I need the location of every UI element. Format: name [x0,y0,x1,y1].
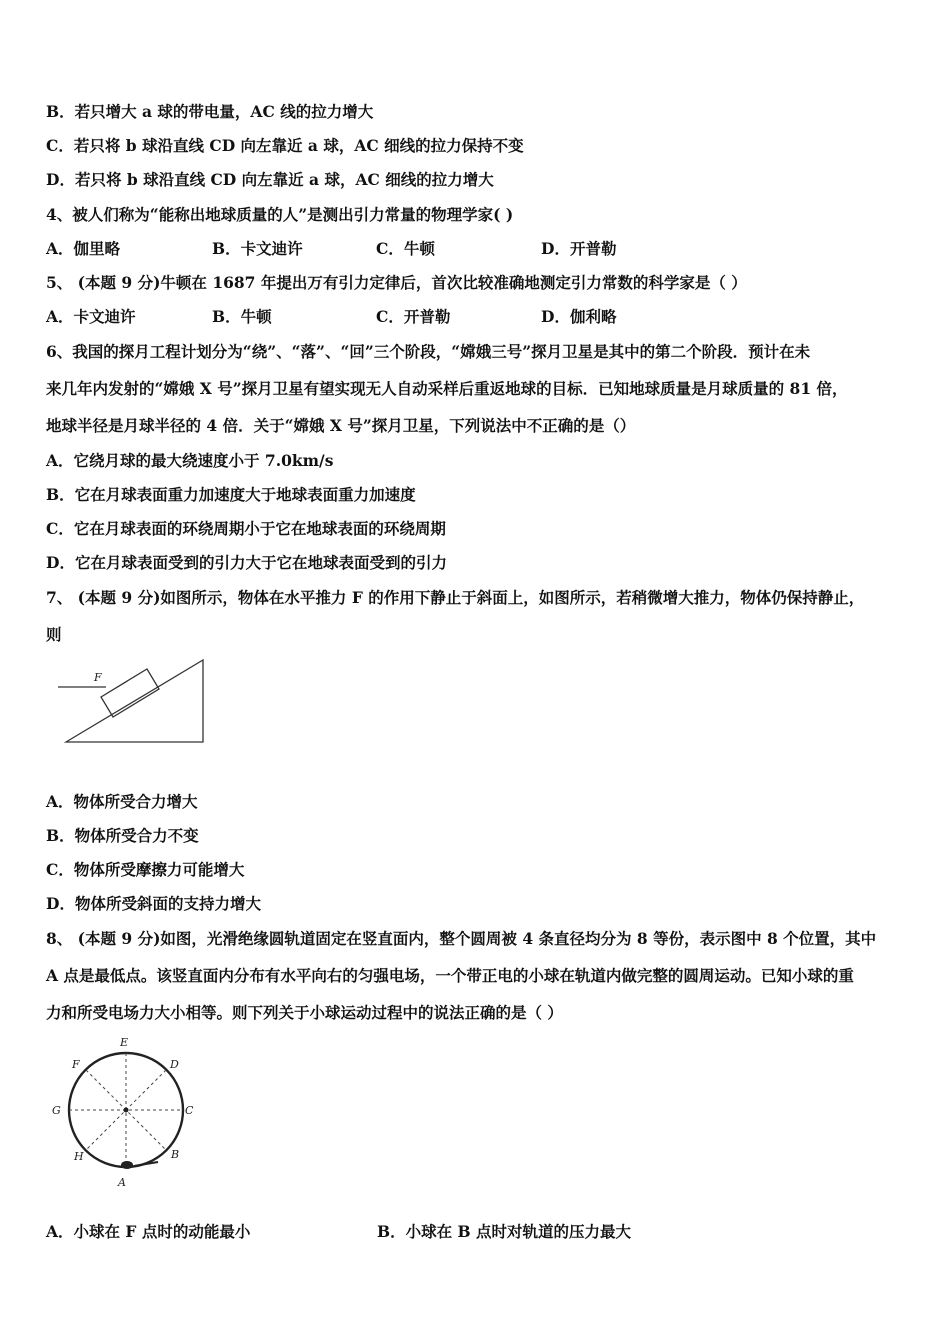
q8-option-a: A．小球在 F 点时的动能最小 [46,1222,251,1241]
circle-track-figure [44,1032,204,1190]
q6-stem-line3: 地球半径是月球半径的 4 倍．关于“嫦娥 X 号”探月卫星，下列说法中不正确的是（） [46,416,636,435]
q7-option-a: A．物体所受合力增大 [46,792,198,811]
q5-option-b: B．牛顿 [212,307,272,326]
center-dot [124,1108,129,1113]
q5-option-d: D．伽利略 [541,307,617,326]
label-g: G [52,1104,61,1117]
label-a: A [118,1176,126,1189]
q8-stem-line2: A 点是最低点。该竖直面内分布有水平向右的匀强电场，一个带正电的小球在轨道内做完整的圆周运动。已知小球的重 [46,966,854,985]
q6-option-b: B．它在月球表面重力加速度大于地球表面重力加速度 [46,485,416,504]
q8-stem-line3: 力和所受电场力大小相等。则下列关于小球运动过程中的说法正确的是（ ） [46,1003,563,1022]
q6-option-c: C．它在月球表面的环绕周期小于它在地球表面的环绕周期 [46,519,446,538]
q3-option-b: B．若只增大 a 球的带电量，AC 线的拉力增大 [46,102,374,121]
label-c: C [185,1104,194,1117]
q7-stem-line1: 7、 (本题 9 分)如图所示，物体在水平推力 F 的作用下静止于斜面上，如图所示，若稍微增大推力，物体仍保持静止， [46,588,865,607]
ball [121,1161,133,1169]
q6-option-a: A．它绕月球的最大绕速度小于 7.0km/s [46,451,334,470]
q4-option-b: B．卡文迪许 [212,239,303,258]
q8-stem-line1: 8、 (本题 9 分)如图，光滑绝缘圆轨道固定在竖直面内，整个圆周被 4 条直径均分为 8 等份，表示图中 8 个位置，其中 [46,929,877,948]
q3-option-d: D．若只将 b 球沿直线 CD 向左靠近 a 球，AC 细线的拉力增大 [46,170,494,189]
q7-option-c: C．物体所受摩擦力可能增大 [46,860,245,879]
label-e: E [120,1036,129,1049]
q5-option-a: A．卡文迪许 [46,307,136,326]
q6-stem-line1: 6、我国的探月工程计划分为“绕”、“落”、“回”三个阶段，“嫦娥三号”探月卫星是其中的第二个阶段．预计在未 [46,342,811,361]
q8-option-b: B．小球在 B 点时对轨道的压力最大 [377,1222,631,1241]
q4-option-c: C．牛顿 [376,239,435,258]
label-f: F [72,1058,80,1071]
label-h: H [74,1150,84,1163]
q7-stem-line2: 则 [46,625,62,644]
q6-stem-line2: 来几年内发射的“嫦娥 X 号”探月卫星有望实现无人自动采样后重返地球的目标．已知地球质量是月球质量的 81 倍， [46,379,848,398]
incline-triangle [66,660,203,742]
q4-option-d: D．开普勒 [541,239,617,258]
q4-stem: 4、被人们称为“能称出地球质量的人”是测出引力常量的物理学家( ) [46,205,514,224]
label-b: B [171,1148,180,1161]
block [101,669,159,717]
q5-option-c: C．开普勒 [376,307,451,326]
incline-figure [56,652,208,748]
q4-option-a: A．伽里略 [46,239,121,258]
force-label: F [94,671,102,684]
q6-option-d: D．它在月球表面受到的引力大于它在地球表面受到的引力 [46,553,447,572]
q7-option-b: B．物体所受合力不变 [46,826,199,845]
q3-option-c: C．若只将 b 球沿直线 CD 向左靠近 a 球，AC 细线的拉力保持不变 [46,136,524,155]
q7-option-d: D．物体所受斜面的支持力增大 [46,894,261,913]
label-d: D [170,1058,179,1071]
q5-stem: 5、 (本题 9 分)牛顿在 1687 年提出万有引力定律后，首次比较准确地测定引力常数的科学家是（ ） [46,273,747,292]
